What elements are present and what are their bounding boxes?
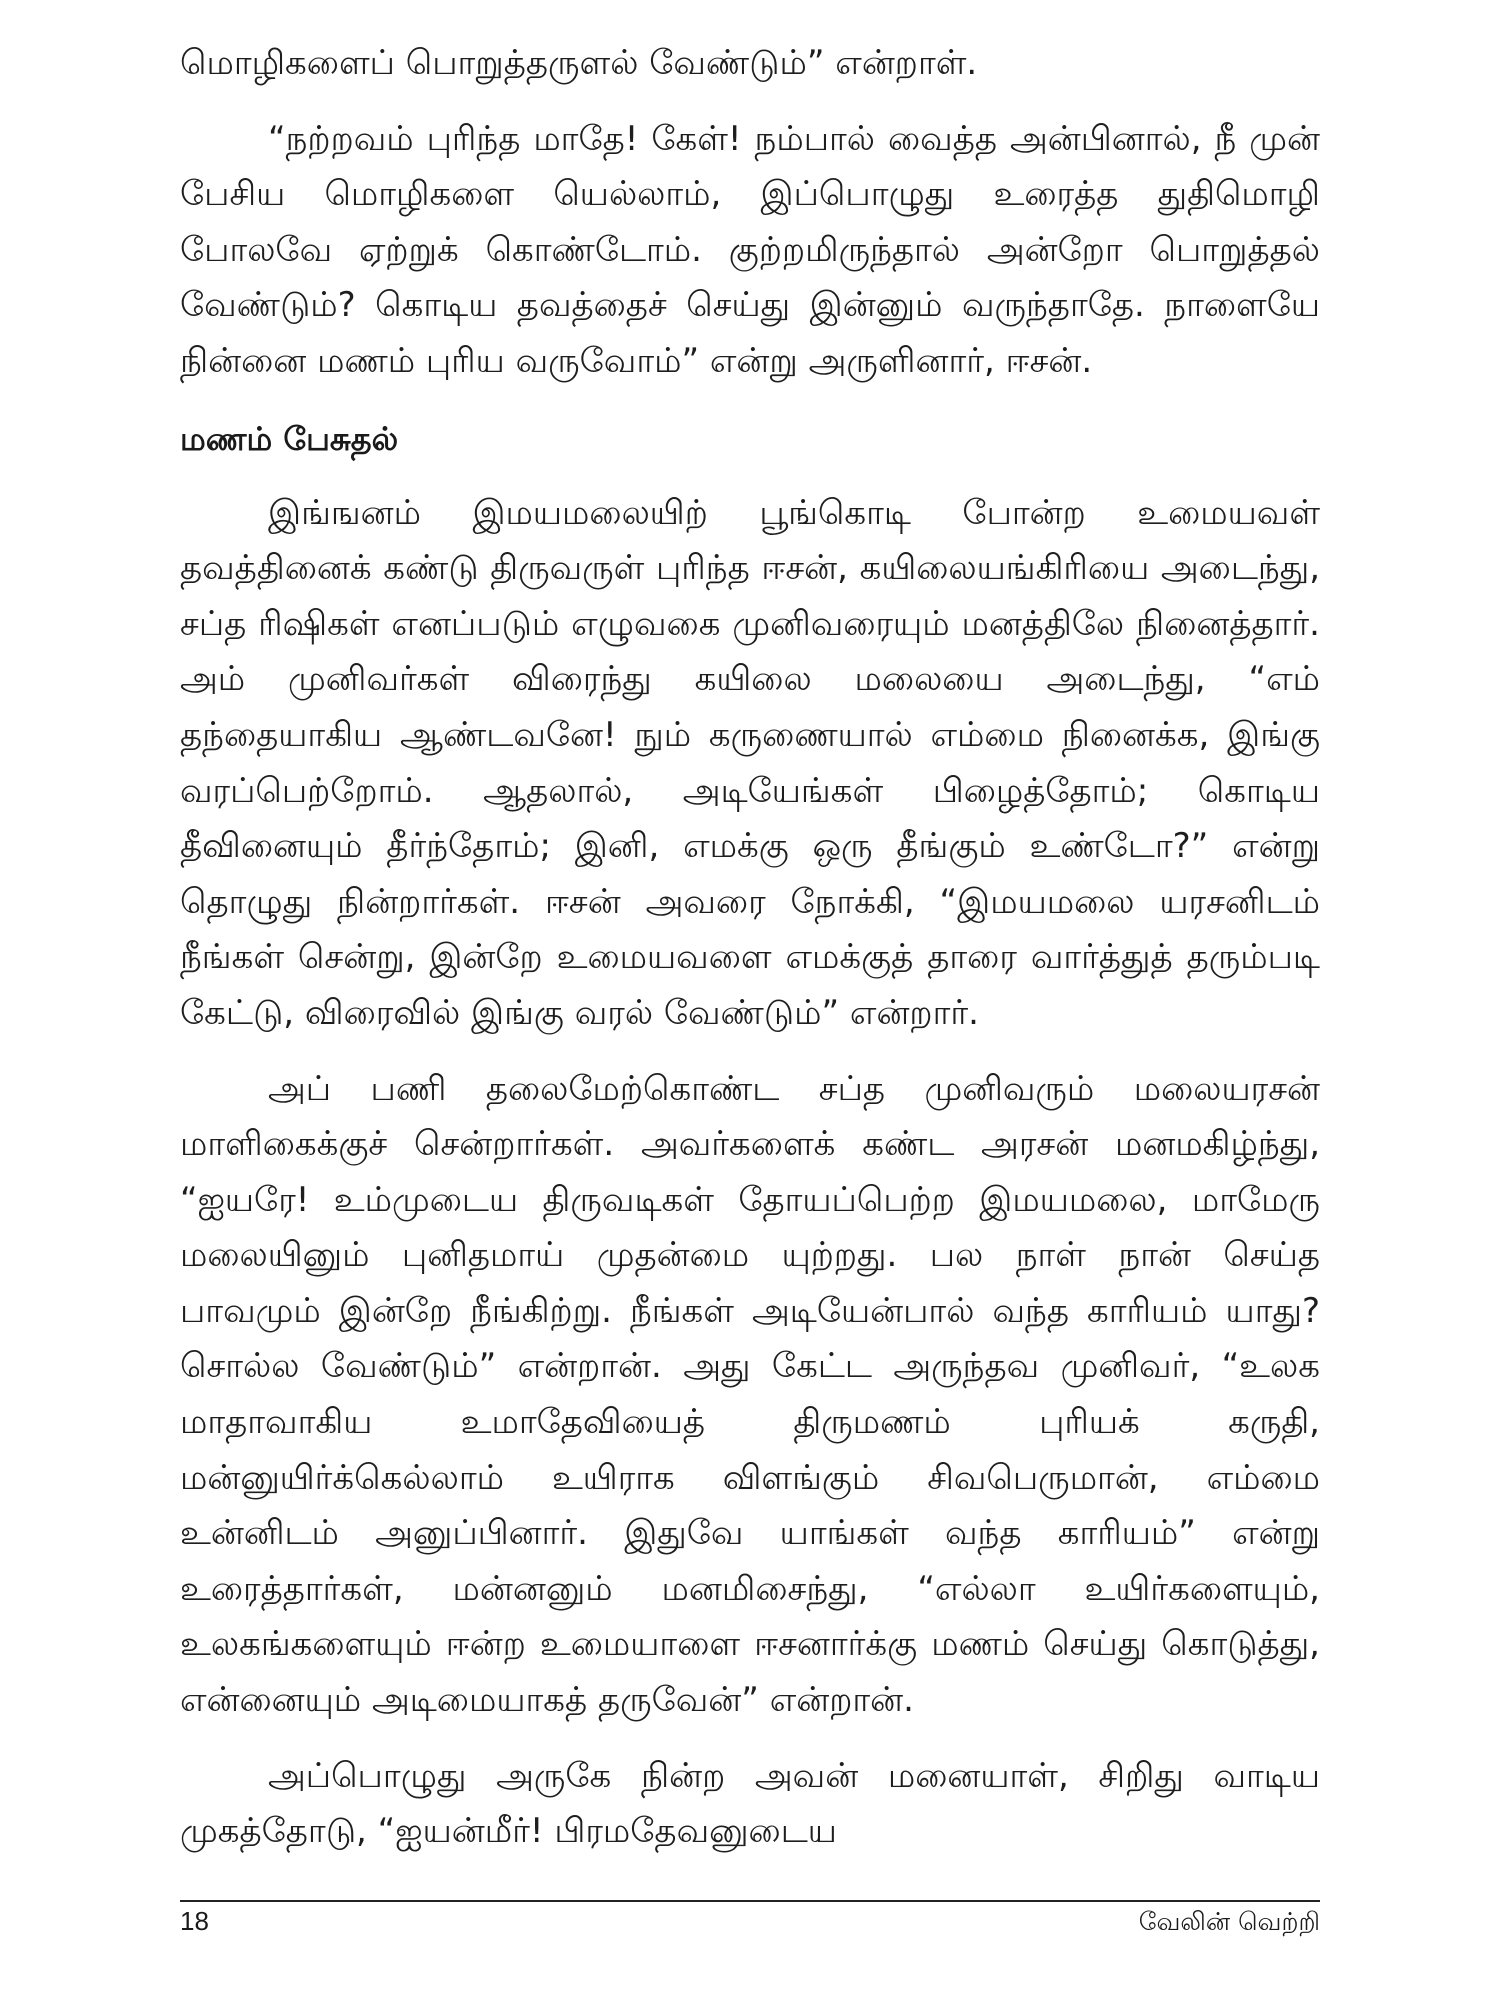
paragraph-1: “நற்றவம் புரிந்த மாதே! கேள்! நம்பால் வைத்த அன்பினால், நீ முன் பேசிய மொழிகளை யெல்லாம், இப்பொழுது உரைத்த துதிமொழி போலவே ஏற்றுக் கொண்டோம். குற்றமிருந்தால் அன்றோ பொறுத்தல் வேண்டும்? கொடிய தவத்தைச் செய்து இன்னும் வருந்தாதே. நாளையே நின்னை மணம் புரிய வருவோம்” என்று அருளினார், ஈசன். bbox=[180, 118, 1320, 381]
section-heading: மணம் பேசுதல் bbox=[180, 419, 399, 458]
paragraph-2: இங்ஙனம் இமயமலையிற் பூங்கொடி போன்ற உமையவள் தவத்தினைக் கண்டு திருவருள் புரிந்த ஈசன், கயிலையங்கிரியை அடைந்து, சப்த ரிஷிகள் எனப்படும் எழுவகை முனிவரையும் மனத்திலே நினைத்தார். அம் முனிவர்கள் விரைந்து கயிலை மலையை அடைந்து, “எம் தந்தையாகிய ஆண்டவனே! நும் கருணையால் எம்மை நினைக்க, இங்கு வரப்பெற்றோம். ஆதலால், அடியேங்கள் பிழைத்தோம்; கொடிய தீவினையும் தீர்ந்தோம்; இனி, எமக்கு ஒரு தீங்கும் உண்டோ?” என்று தொழுது நின்றார்கள். ஈசன் அவரை நோக்கி, “இமயமலை யரசனிடம் நீங்கள் சென்று, இன்றே உமையவளை எமக்குத் தாரை வார்த்துத் தரும்படி கேட்டு, விரைவில் இங்கு வரல் வேண்டும்” என்றார். bbox=[180, 492, 1320, 1033]
footer-row bbox=[180, 1906, 1320, 1940]
opening-line: மொழிகளைப் பொறுத்தருளல் வேண்டும்” என்றாள். bbox=[180, 43, 978, 83]
paragraph-4: அப்பொழுது அருகே நின்ற அவன் மனையாள், சிறிது வாடிய முகத்தோடு, “ஐயன்மீர்! பிரமதேவனுடைய bbox=[180, 1755, 1320, 1852]
footer-divider bbox=[180, 1900, 1320, 1902]
page-footer bbox=[180, 1900, 1320, 1940]
page-number: 18 bbox=[180, 1906, 209, 1936]
paragraph-3: அப் பணி தலைமேற்கொண்ட சப்த முனிவரும் மலையரசன் மாளிகைக்குச் சென்றார்கள். அவர்களைக் கண்ட அரசன் மனமகிழ்ந்து, “ஐயரே! உம்முடைய திருவடிகள் தோயப்பெற்ற இமயமலை, மாமேரு மலையினும் புனிதமாய் முதன்மை யுற்றது. பல நாள் நான் செய்த பாவமும் இன்றே நீங்கிற்று. நீங்கள் அடியேன்பால் வந்த காரியம் யாது? சொல்ல வேண்டும்” என்றான். அது கேட்ட அருந்தவ முனிவர், “உலக மாதாவாகிய உமாதேவியைத் திருமணம் புரியக் கருதி, மன்னுயிர்க்கெல்லாம் உயிராக விளங்கும் சிவபெருமான், எம்மை உன்னிடம் அனுப்பினார். இதுவே யாங்கள் வந்த காரியம்” என்று உரைத்தார்கள், மன்னனும் மனமிசைந்து, “எல்லா உயிர்களையும், உலகங்களையும் ஈன்ற உமையாளை ஈசனார்க்கு மணம் செய்து கொடுத்து, என்னையும் அடிமையாகத் தருவேன்” என்றான். bbox=[180, 1068, 1320, 1721]
book-title: வேலின் வெற்றி bbox=[1138, 1907, 1320, 1936]
page-body bbox=[180, 36, 1320, 1860]
